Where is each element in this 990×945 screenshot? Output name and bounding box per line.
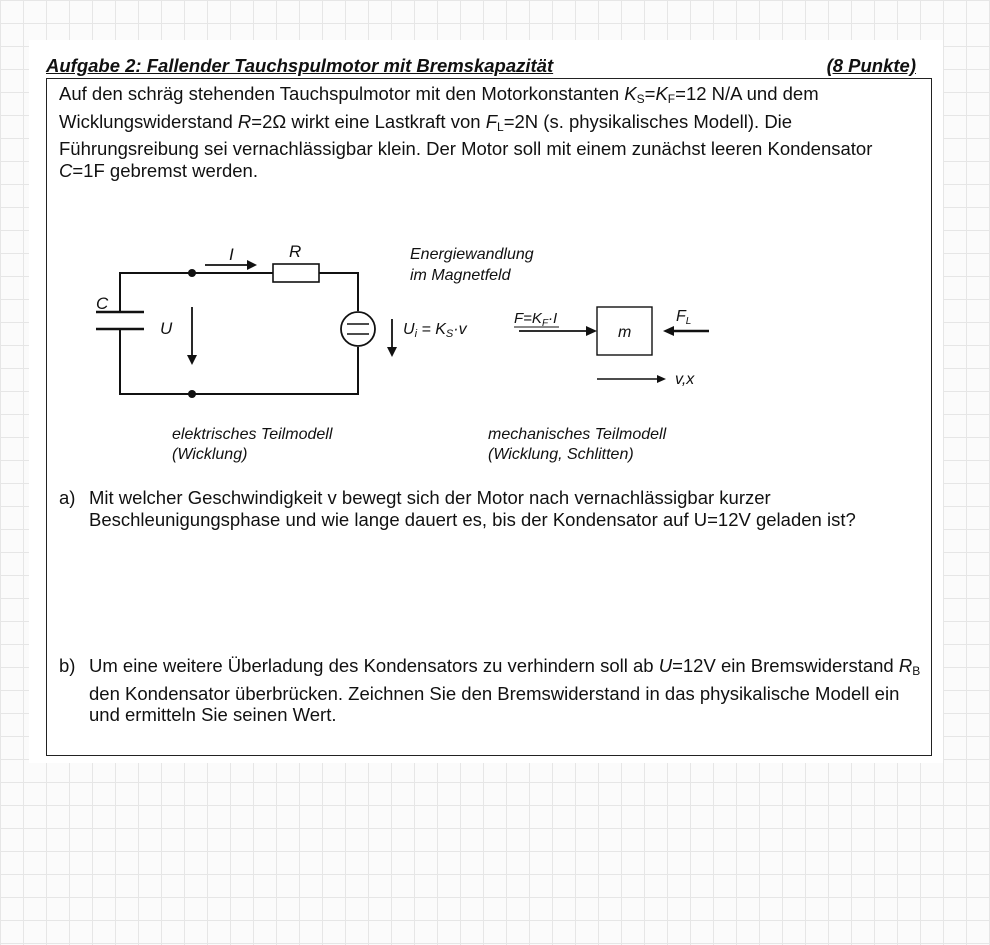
symbol-ks: K [624, 83, 637, 104]
subscript-s: S [636, 92, 645, 106]
exercise-sheet [29, 40, 943, 763]
mech-caption-line2: (Wicklung, Schlitten) [488, 446, 634, 463]
motion-label: v,x [675, 371, 695, 388]
elec-caption-line1: elektrisches Teilmodell [172, 426, 333, 443]
force-arrow-right [663, 326, 709, 336]
question-a [59, 487, 921, 530]
induced-voltage-label: Ui = KS·v [403, 321, 467, 340]
wire-bottom [120, 330, 358, 394]
energy-caption-line2: im Magnetfeld [410, 267, 511, 284]
resistor-label: R [289, 242, 302, 261]
wire-top-left [120, 273, 192, 311]
intro-text: Auf den schräg stehenden Tauchspulmotor mit den Motorkonstanten [59, 83, 625, 104]
resistor-symbol [273, 264, 319, 282]
question-text: Um eine weitere Überladung des Kondensators zu verhindern soll ab U=12V ein Bremswiderstand $R_B$ den Kondensator überbrücken. Zeichnen Sie den Bremswiderstand in das physikalische Modell ein und ermitteln Sie seinen Wert. [89, 655, 921, 725]
intro-text: =2Ω wirkt eine Lastkraft von [251, 110, 486, 132]
elec-caption-line2: (Wicklung) [172, 446, 248, 463]
question-label: a) [59, 487, 76, 508]
physical-model-diagram [47, 79, 931, 479]
question-text: Mit welcher Geschwindigkeit v bewegt sich der Motor nach vernachlässigbar kurzer Beschleunigungsphase und wie lange dauert es, bis der Kondensator auf U=12V geladen ist? [89, 487, 856, 530]
symbol-kf: K [655, 83, 668, 104]
mech-caption-line1: mechanisches Teilmodell [488, 426, 667, 443]
terminal-dot-bottom [188, 390, 196, 398]
symbol-u: U [658, 655, 673, 676]
subscript-l: L [497, 119, 504, 134]
symbol-rb: R [898, 655, 913, 676]
capacitor-label: C [96, 294, 109, 313]
force-right-label: FL [676, 308, 692, 327]
motion-arrow [597, 375, 666, 383]
force-left-label: $F=K_F\cdot I$ [514, 310, 558, 329]
symbol-r: R [237, 110, 252, 132]
question-b [59, 655, 921, 726]
question-label: b) [59, 655, 76, 676]
exercise-title: Aufgabe 2: Fallender Tauchspulmotor mit Bremskapazität [46, 55, 554, 76]
voltage-arrow-ui [387, 319, 397, 357]
symbol-c: C [59, 159, 73, 181]
intro-text: =2N (s. physikalisches Modell). Die Führungsreibung sei vernachlässigbar klein. Der Motor soll mit einem zunächst leeren Kondensator [59, 110, 873, 159]
intro-text: =1F gebremst werden. [72, 159, 258, 181]
voltage-arrow-u [187, 307, 197, 365]
mass-label: m [618, 324, 632, 341]
voltage-source-symbol [341, 312, 375, 346]
capacitor-symbol [96, 312, 144, 329]
exercise-header [46, 54, 916, 78]
subscript-b: B [912, 664, 921, 678]
subscript-f: F [667, 92, 676, 106]
intro-text: =12 N/A und dem Wicklungswiderstand [59, 83, 819, 132]
circuit-wires [120, 273, 358, 394]
task-box [46, 78, 932, 756]
terminal-dot-top [188, 269, 196, 277]
intro-text: = [644, 83, 656, 104]
voltage-label-u: U [160, 319, 173, 338]
exercise-points: (8 Punkte) [826, 55, 916, 76]
current-label: I [229, 245, 234, 264]
energy-caption-line1: Energiewandlung [410, 246, 534, 263]
wire-top-right [319, 273, 358, 311]
symbol-fl: F [485, 110, 497, 132]
